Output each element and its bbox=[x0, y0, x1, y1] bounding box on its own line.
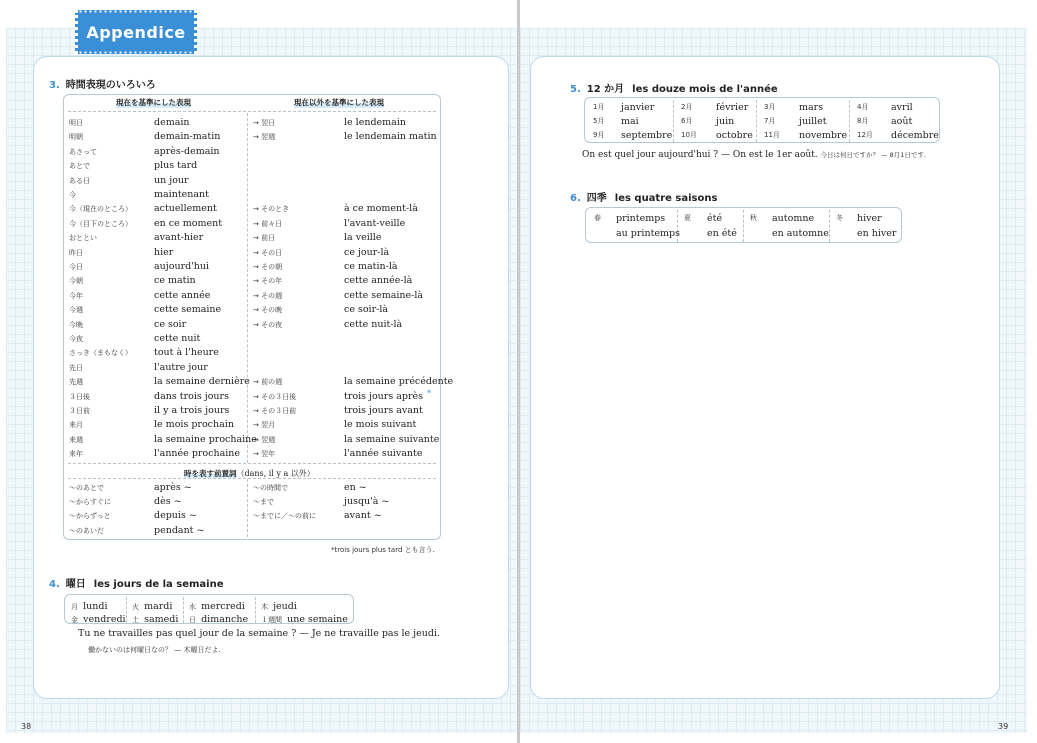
time-jp: 今 bbox=[69, 191, 76, 199]
head-other-reference: 現在以外を基準にした表現 bbox=[294, 98, 384, 107]
month-number: 11月 bbox=[764, 131, 780, 139]
time-jp: 昨日 bbox=[69, 248, 83, 257]
time-jp: さっき（まもなく） bbox=[69, 349, 132, 358]
time-jp: ３日後 bbox=[69, 392, 90, 401]
month-number: 1月 bbox=[593, 103, 605, 111]
table-row bbox=[64, 418, 440, 432]
month-name: janvier bbox=[621, 102, 655, 113]
asterisk-mark: * bbox=[427, 388, 431, 398]
time-fr-relative: le mois suivant bbox=[344, 419, 417, 431]
section-4-title bbox=[49, 575, 224, 590]
time-jp: 先週 bbox=[69, 378, 83, 387]
weekday-wednesday-jp: 水 bbox=[189, 603, 196, 611]
month-number: 10月 bbox=[681, 131, 697, 139]
weekday-wednesday-fr: mercredi bbox=[201, 601, 245, 612]
weekday-sunday-jp: 日 bbox=[189, 616, 196, 624]
section-4-example-jp: 働かないのは何曜日なの？ — 木曜日だよ. bbox=[88, 646, 221, 654]
months-divider-1 bbox=[673, 100, 674, 142]
section-5-example-fr: On est quel jour aujourd'hui ? — On est le 1er août. bbox=[582, 150, 818, 160]
month-name: avril bbox=[891, 102, 913, 113]
month-name: février bbox=[716, 102, 749, 113]
time-fr: tout à l'heure bbox=[154, 347, 219, 359]
weekday-sunday bbox=[189, 610, 248, 627]
prep-jp: 〜からずっと bbox=[69, 512, 111, 521]
section-6-title bbox=[570, 189, 717, 204]
time-jp-relative: → その週 bbox=[253, 291, 283, 300]
time-fr: l'année prochaine bbox=[154, 448, 241, 460]
section-5-example-jp: 今日は何日ですか？ — 8月1日です. bbox=[820, 151, 926, 159]
prep-jp: 〜のあいだ bbox=[69, 526, 104, 535]
table-row bbox=[64, 303, 440, 317]
table-row bbox=[64, 188, 440, 202]
table-row bbox=[64, 145, 440, 159]
prep-heading-rest: （dans, il y a 以外） bbox=[236, 469, 315, 478]
time-fr-relative: trois jours après bbox=[344, 390, 424, 402]
time-fr-relative: la veille bbox=[344, 232, 382, 244]
section-4-title-fr: les jours de la semaine bbox=[93, 579, 224, 590]
time-fr-relative: ce matin-là bbox=[344, 261, 398, 272]
season-fr-prep: en automne bbox=[772, 228, 829, 239]
time-jp: ３日前 bbox=[69, 407, 90, 415]
table-row bbox=[64, 447, 440, 461]
time-fr-relative: cette année-là bbox=[344, 275, 413, 287]
weekday-saturday-fr: samedi bbox=[144, 614, 179, 625]
weekday-monday-jp: 月 bbox=[71, 603, 78, 611]
time-jp: 今（現在のところ） bbox=[69, 205, 132, 214]
prep-fr-2: en ~ bbox=[344, 482, 367, 493]
time-jp: あさって bbox=[69, 147, 97, 156]
weekday-friday-fr: vendredi bbox=[83, 614, 126, 625]
season-jp: 春 bbox=[594, 214, 601, 222]
table-row bbox=[64, 361, 440, 375]
time-fr: cette année bbox=[154, 289, 211, 301]
weekday-friday-jp: 金 bbox=[71, 616, 78, 624]
section-6-title-jp: 四季 bbox=[586, 193, 607, 204]
time-jp-relative: → その日 bbox=[253, 248, 283, 257]
time-fr: après-demain bbox=[154, 145, 220, 157]
section-4-example-fr: Tu ne travailles pas quel jour de la semaine ? — Je ne travaille pas le jeudi. bbox=[78, 628, 440, 639]
time-fr: dans trois jours bbox=[154, 390, 229, 402]
time-jp-relative: → その晩 bbox=[253, 306, 283, 315]
months-table bbox=[584, 97, 940, 143]
time-jp-relative: → 翌月 bbox=[253, 421, 276, 430]
table-row bbox=[64, 404, 440, 418]
table-row bbox=[64, 433, 440, 447]
page-number-right: 39 bbox=[998, 722, 1009, 731]
time-fr: le mois prochain bbox=[154, 419, 234, 431]
time-jp-relative: → その３日後 bbox=[253, 392, 297, 401]
month-name: juillet bbox=[799, 116, 827, 127]
seasons-divider-2 bbox=[743, 210, 744, 242]
time-jp: 今年 bbox=[69, 291, 83, 300]
month-number: 12月 bbox=[857, 131, 873, 139]
time-fr: avant-hier bbox=[154, 232, 204, 244]
time-fr: un jour bbox=[154, 174, 189, 186]
time-jp-relative: → 翌週 bbox=[253, 133, 276, 142]
table-row bbox=[64, 346, 440, 360]
table-row bbox=[64, 274, 440, 288]
weekday-tuesday-jp: 火 bbox=[132, 603, 139, 611]
section-5-title bbox=[570, 80, 778, 95]
time-jp: 今晩 bbox=[69, 320, 83, 329]
header-divider bbox=[68, 111, 436, 112]
prep-fr-2: jusqu'à ~ bbox=[344, 496, 390, 508]
weekday-sunday-fr: dimanche bbox=[201, 614, 249, 625]
season-fr-prep: en été bbox=[707, 228, 737, 239]
one-week-fr: une semaine bbox=[287, 614, 348, 625]
page-number-left: 38 bbox=[21, 722, 32, 731]
season-fr: été bbox=[707, 213, 723, 224]
time-fr: hier bbox=[154, 246, 174, 258]
time-jp-relative: → 前々日 bbox=[253, 219, 283, 228]
weekday-friday bbox=[71, 610, 126, 627]
time-jp-relative: → その夜 bbox=[253, 320, 283, 329]
month-name: mars bbox=[799, 102, 824, 113]
prep-jp-2: 〜までに／〜の前に bbox=[253, 512, 316, 521]
weekday-thursday-fr: jeudi bbox=[273, 601, 297, 612]
prep-fr-2: avant ~ bbox=[344, 510, 382, 522]
time-jp: おととい bbox=[69, 234, 97, 243]
season-fr-prep: au printemps bbox=[616, 228, 680, 239]
table-row bbox=[64, 289, 440, 303]
weekday-saturday bbox=[132, 610, 178, 627]
section-5-title-fr: les douze mois de l'année bbox=[632, 84, 778, 95]
time-jp: 来月 bbox=[69, 421, 83, 430]
time-jp-relative: → 前日 bbox=[253, 234, 276, 243]
time-fr: demain-matin bbox=[154, 131, 221, 143]
month-number: 3月 bbox=[764, 103, 776, 111]
table-row bbox=[64, 217, 440, 231]
time-fr: actuellement bbox=[154, 203, 217, 215]
prep-row bbox=[64, 509, 440, 523]
prep-row bbox=[64, 495, 440, 509]
time-fr-relative: ce soir-là bbox=[344, 304, 389, 316]
time-fr: cette semaine bbox=[154, 304, 222, 316]
section-4-title-jp: 曜日 bbox=[65, 579, 86, 590]
time-expressions-table bbox=[63, 94, 454, 540]
weekdays-table bbox=[64, 594, 354, 624]
month-number: 4月 bbox=[857, 103, 869, 111]
left-page bbox=[0, 0, 517, 743]
table-row bbox=[64, 318, 440, 332]
time-jp-relative: → 前の週 bbox=[253, 378, 283, 387]
time-jp: 今（目下のところ） bbox=[69, 219, 132, 228]
months-divider-2 bbox=[756, 100, 757, 142]
month-number: 8月 bbox=[857, 117, 869, 125]
weekday-monday-fr: lundi bbox=[83, 601, 108, 612]
weekday-tuesday-fr: mardi bbox=[144, 601, 173, 612]
time-fr: la semaine dernière bbox=[154, 376, 250, 388]
time-jp-relative: → そのとき bbox=[253, 205, 290, 214]
table-row bbox=[64, 159, 440, 173]
prep-divider-bottom bbox=[68, 478, 436, 479]
section-5-number: 5. bbox=[570, 84, 581, 95]
prep-row bbox=[64, 481, 440, 495]
month-name: septembre bbox=[621, 130, 673, 141]
section-3-number: 3. bbox=[49, 80, 60, 91]
table-row bbox=[64, 332, 440, 346]
time-jp: 今夜 bbox=[69, 335, 83, 343]
time-fr: il y a trois jours bbox=[154, 405, 230, 416]
seasons-table bbox=[585, 207, 902, 243]
time-fr-relative: cette nuit-là bbox=[344, 318, 403, 330]
time-jp: 今朝 bbox=[69, 277, 83, 286]
table-row bbox=[64, 260, 440, 274]
table-row bbox=[64, 375, 454, 389]
table-row bbox=[64, 202, 440, 216]
time-fr: la semaine prochaine bbox=[154, 433, 257, 445]
footnote: *trois jours plus tard とも言う. bbox=[331, 546, 435, 554]
time-jp: 今週 bbox=[69, 306, 83, 315]
appendix-label: Appendice bbox=[86, 22, 186, 42]
time-jp: あとで bbox=[69, 162, 90, 171]
weekdays-divider-3 bbox=[255, 597, 256, 623]
time-jp: 来週 bbox=[69, 435, 83, 444]
month-name: mai bbox=[621, 116, 639, 127]
prep-jp-2: 〜の時間で bbox=[253, 484, 288, 492]
time-fr-relative: l'avant-veille bbox=[344, 217, 406, 229]
time-fr: maintenant bbox=[154, 189, 209, 200]
month-name: octobre bbox=[716, 130, 753, 141]
prep-jp: 〜からすぐに bbox=[69, 498, 111, 507]
time-jp-relative: → 翌週 bbox=[253, 435, 276, 444]
prep-divider-top bbox=[68, 463, 436, 464]
time-fr: demain bbox=[154, 117, 190, 128]
time-jp-relative: → 翌日 bbox=[253, 119, 276, 127]
month-name: novembre bbox=[799, 130, 848, 141]
time-fr: aujourd'hui bbox=[154, 261, 210, 272]
prep-heading-jp: 時を表す前置詞 bbox=[184, 469, 237, 478]
month-number: 5月 bbox=[593, 117, 605, 125]
month-name: décembre bbox=[891, 130, 939, 141]
section-4-number: 4. bbox=[49, 579, 60, 590]
right-page bbox=[520, 0, 1037, 743]
time-jp-relative: → その３日前 bbox=[253, 407, 297, 415]
month-name: août bbox=[891, 116, 913, 127]
time-jp: 明日 bbox=[69, 119, 83, 127]
time-fr-relative: l'année suivante bbox=[344, 448, 423, 460]
section-5-title-jp: 12 か月 bbox=[586, 84, 625, 95]
time-jp: 先日 bbox=[69, 363, 83, 372]
section-6-number: 6. bbox=[570, 193, 581, 204]
time-fr: plus tard bbox=[154, 160, 198, 172]
time-jp-relative: → 翌年 bbox=[253, 450, 276, 459]
prep-fr: dès ~ bbox=[154, 496, 182, 508]
table-row bbox=[64, 390, 440, 404]
head-current-reference: 現在を基準にした表現 bbox=[116, 98, 191, 107]
season-fr: hiver bbox=[857, 213, 882, 224]
months-divider-3 bbox=[849, 100, 850, 142]
time-jp: 明朝 bbox=[69, 133, 83, 142]
month-number: 7月 bbox=[764, 117, 776, 125]
time-fr-relative: cette semaine-là bbox=[344, 289, 424, 301]
time-fr: ce matin bbox=[154, 275, 196, 287]
season-fr-prep: en hiver bbox=[857, 228, 897, 239]
time-jp: 今日 bbox=[69, 263, 83, 271]
prep-fr: depuis ~ bbox=[154, 510, 197, 522]
season-jp: 秋 bbox=[750, 214, 757, 222]
time-fr: en ce moment bbox=[154, 217, 223, 229]
prep-row bbox=[64, 524, 440, 538]
section-3-title bbox=[49, 76, 156, 91]
weekdays-divider-2 bbox=[183, 597, 184, 623]
month-number: 9月 bbox=[593, 131, 605, 139]
season-fr: printemps bbox=[616, 213, 666, 224]
time-fr: ce soir bbox=[154, 318, 187, 330]
section-3-title-text: 時間表現のいろいろ bbox=[65, 80, 156, 91]
prep-fr: pendant ~ bbox=[154, 524, 205, 536]
one-week-jp: １週間 bbox=[261, 616, 282, 624]
time-fr-relative: le lendemain bbox=[344, 117, 406, 128]
table-row bbox=[64, 116, 440, 130]
weekday-saturday-jp: 土 bbox=[132, 616, 139, 624]
prep-jp-2: 〜まで bbox=[253, 498, 274, 507]
section-5-example bbox=[582, 150, 926, 160]
one-week bbox=[261, 610, 348, 627]
time-jp-relative: → その朝 bbox=[253, 263, 283, 271]
time-fr-relative: la semaine précédente bbox=[344, 376, 454, 388]
weekday-thursday-jp: 木 bbox=[261, 603, 268, 611]
prep-jp: 〜のあとで bbox=[69, 484, 104, 492]
time-fr: l'autre jour bbox=[154, 361, 208, 373]
time-fr-relative: ce jour-là bbox=[344, 246, 390, 258]
section-6-title-fr: les quatre saisons bbox=[614, 193, 718, 204]
time-jp: 来年 bbox=[69, 450, 83, 459]
month-name: juin bbox=[716, 116, 735, 127]
table-row bbox=[64, 174, 440, 188]
table-row bbox=[64, 231, 440, 245]
time-fr-relative: le lendemain matin bbox=[344, 131, 437, 143]
table-row bbox=[64, 130, 440, 144]
seasons-divider-3 bbox=[829, 210, 830, 242]
appendix-tab bbox=[75, 10, 197, 54]
season-jp: 夏 bbox=[684, 214, 691, 222]
time-fr: cette nuit bbox=[154, 333, 201, 344]
month-number: 6月 bbox=[681, 117, 693, 125]
season-jp: 冬 bbox=[836, 214, 843, 222]
season-fr: automne bbox=[772, 213, 815, 224]
time-fr-relative: trois jours avant bbox=[344, 405, 423, 416]
month-number: 2月 bbox=[681, 103, 693, 111]
time-jp-relative: → その年 bbox=[253, 277, 283, 286]
table-row bbox=[64, 246, 440, 260]
time-fr-relative: la semaine suivante bbox=[344, 433, 440, 445]
time-fr-relative: à ce moment-là bbox=[344, 203, 418, 215]
time-jp: ある日 bbox=[69, 176, 90, 185]
weekdays-divider-1 bbox=[126, 597, 127, 623]
prep-fr: après ~ bbox=[154, 482, 192, 493]
